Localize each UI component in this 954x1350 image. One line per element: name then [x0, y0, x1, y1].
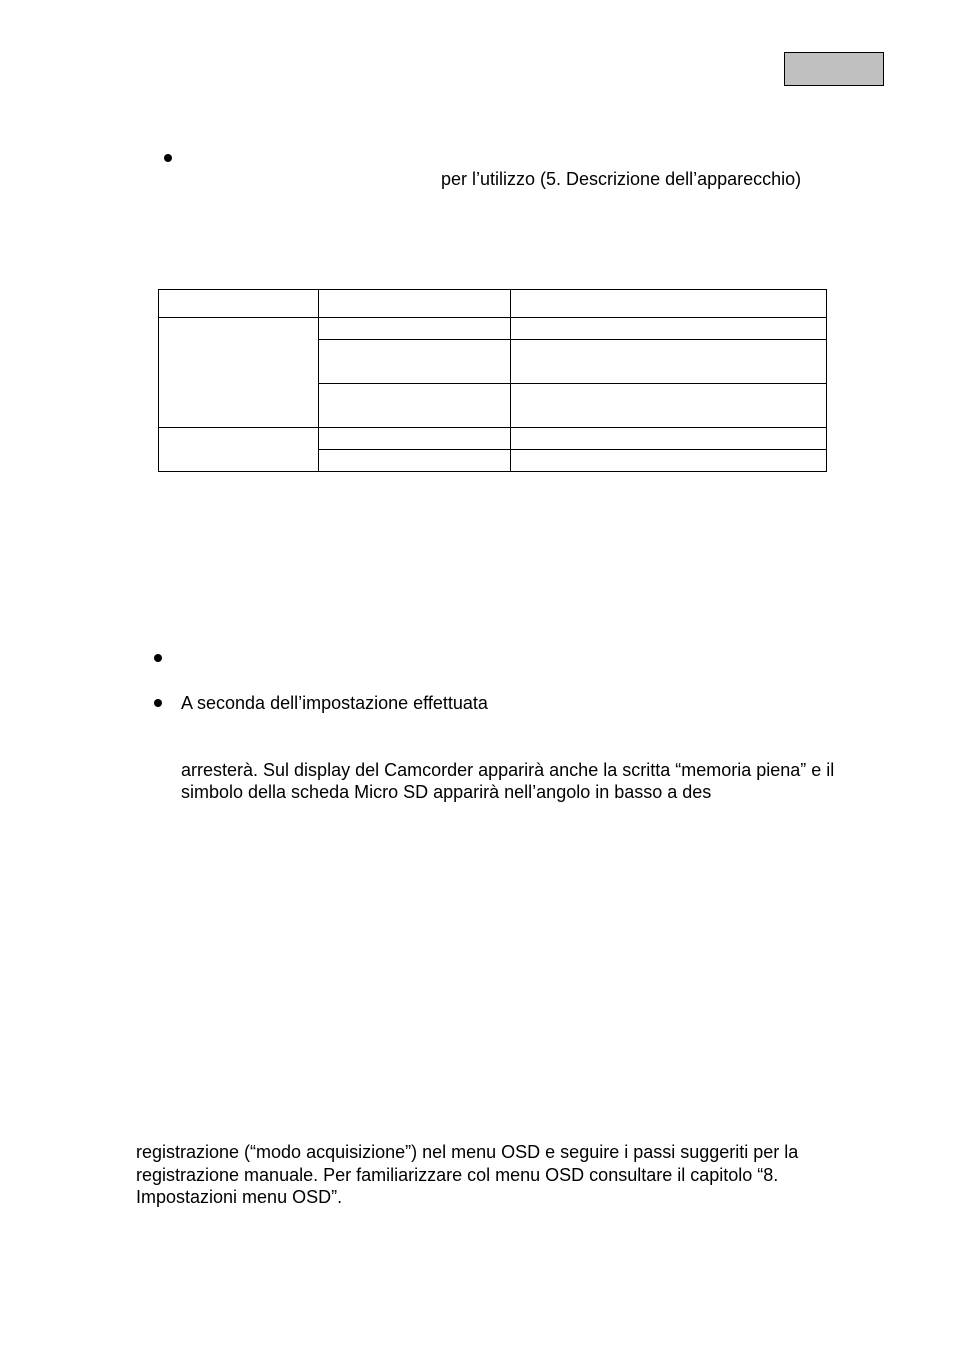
- spec-table: [158, 289, 827, 472]
- bullet-icon: [154, 654, 162, 662]
- language-tab: [784, 52, 884, 86]
- text-line-utilizzo: per l’utilizzo (5. Descrizione dell’apparecchio): [441, 169, 802, 189]
- table-cell: [159, 428, 319, 472]
- table-cell: [319, 450, 511, 472]
- table-row: [159, 290, 827, 318]
- table-cell: [511, 340, 827, 384]
- table-cell: [511, 384, 827, 428]
- table-cell: [319, 318, 511, 340]
- table-cell: [319, 428, 511, 450]
- paragraph-osd-line2: registrazione manuale. Per familiarizzare col menu OSD consultare il capitolo “8.: [136, 1165, 779, 1185]
- table-cell: [159, 318, 319, 428]
- table-cell: [319, 340, 511, 384]
- table-cell: [511, 428, 827, 450]
- table-row: [159, 428, 827, 450]
- paragraph-memoria-line2: simbolo della scheda Micro SD apparirà nell’angolo in basso a des: [181, 782, 712, 802]
- paragraph-osd-line1: registrazione (“modo acquisizione”) nel menu OSD e seguire i passi suggeriti per la: [136, 1142, 799, 1162]
- table-cell: [159, 290, 319, 318]
- paragraph-memoria-line1: arresterà. Sul display del Camcorder apparirà anche la scritta “memoria piena” e il: [181, 760, 835, 780]
- table-row: [159, 318, 827, 340]
- table-cell: [511, 450, 827, 472]
- paragraph-osd-line3: Impostazioni menu OSD”.: [136, 1187, 343, 1207]
- bullet-icon: [164, 154, 172, 162]
- bullet-icon: [154, 699, 162, 707]
- table-cell: [319, 290, 511, 318]
- bullet-text-impostazione: A seconda dell’impostazione effettuata: [181, 693, 488, 713]
- table-cell: [511, 318, 827, 340]
- table-cell: [511, 290, 827, 318]
- table-cell: [319, 384, 511, 428]
